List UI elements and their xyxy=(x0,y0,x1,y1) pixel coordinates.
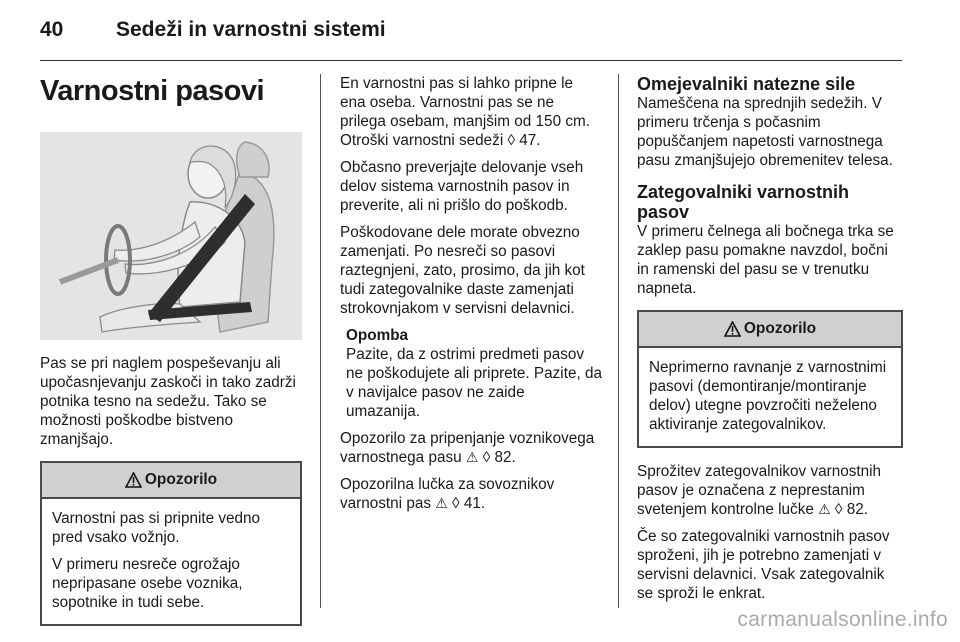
warning-box xyxy=(40,461,302,626)
warning-triangle-icon xyxy=(125,472,142,488)
warning-header xyxy=(639,312,901,348)
paragraph: Če so zategovalniki varnostnih pasov sproženi, jih je potrebno zamenjati v servisni delavnici. Vsak zategovalnik se sproži le enkrat. xyxy=(637,528,890,602)
page-number: 40 xyxy=(40,18,64,41)
warning-triangle-icon xyxy=(724,321,741,337)
chapter-title: Sedeži in varnostni sistemi xyxy=(116,18,386,41)
passenger-belt-reminder-text: Opozorilna lučka za sovoznikov varnostni pas xyxy=(340,476,555,512)
section-title: Varnostni pasovi xyxy=(40,75,265,107)
airbag-warning-icon: ⚠ xyxy=(818,501,831,517)
warning-box xyxy=(637,310,903,448)
note-block xyxy=(340,326,602,421)
watermark: carmanualsonline.info xyxy=(737,608,948,631)
subsection-title: Zategovalniki varnostnih pasov xyxy=(637,182,850,222)
header-divider xyxy=(40,60,902,61)
paragraph: Nameščena na sprednjih sedežih. V primeru trčenja s počasnim popuščanjem napetosti varnostnega pasu zmanjšujejo obremenitev telesa. xyxy=(637,95,893,169)
seatbelt-warning-icon: ⚠ xyxy=(465,449,479,465)
note-text: Pazite, da z ostrimi predmeti pasov ne poškodujete ali priprete. Pazite, da v navijalce pasov ne zaide umazanija. xyxy=(346,346,602,420)
passenger-seatbelt-icon: ⚠ xyxy=(435,495,448,511)
paragraph xyxy=(340,429,602,467)
subsection-title: Omejevalniki natezne sile xyxy=(637,74,856,94)
seatbelt-illustration xyxy=(40,132,302,340)
column-divider-2 xyxy=(618,74,619,608)
paragraph xyxy=(637,462,903,519)
paragraph: Poškodovane dele morate obvezno zamenjati. Po nesreči so pasovi raztegnjeni, zato, prosimo, da jih kot tudi zategovalnike daste zamenjati strokovnjakom v servisni delavnici. xyxy=(340,224,585,317)
page-header xyxy=(40,18,920,46)
page-reference: ◊ 41. xyxy=(452,495,486,512)
column-divider-1 xyxy=(320,74,321,608)
warning-paragraph: Varnostni pas si pripnite vedno pred vsako vožnjo. xyxy=(52,510,261,546)
warning-header xyxy=(42,463,300,499)
pretensioner-text: Sprožitev zategovalnikov varnostnih pasov je označena z neprestanim svetenjem kontrolne lučke xyxy=(637,463,882,518)
page-reference: ◊ 82. xyxy=(834,501,868,518)
warning-label: Opozorilo xyxy=(144,471,218,488)
column-2 xyxy=(340,74,602,521)
warning-body xyxy=(639,348,901,446)
warning-paragraph: V primeru nesreče ogrožajo nepripasane osebe voznika, sopotnike in tudi sebe. xyxy=(52,556,243,611)
page-reference: ◊ 82. xyxy=(482,449,516,466)
warning-body xyxy=(42,499,300,624)
driver-belt-reminder-text: Opozorilo za pripenjanje voznikovega varnostnega pasu xyxy=(340,430,595,466)
paragraph: Občasno preverjajte delovanje vseh delov sistema varnostnih pasov in preverite, ali ni prišlo do poškodb. xyxy=(340,159,584,214)
warning-paragraph: Neprimerno ravnanje z varnostnimi pasovi (demontiranje/montiranje delov) utegne povzročiti neželeno aktiviranje zategovalnikov. xyxy=(649,359,887,433)
warning-label: Opozorilo xyxy=(743,320,817,337)
column-3 xyxy=(637,74,903,611)
note-title: Opomba xyxy=(346,327,409,344)
paragraph xyxy=(340,475,602,513)
paragraph: En varnostni pas si lahko pripne le ena oseba. Varnostni pas se ne prilega osebam, manjšim od 150 cm. Otroški varnostni sedeži ◊ 47. xyxy=(340,75,590,149)
intro-paragraph: Pas se pri naglem pospeševanju ali upočasnjevanju zaskoči in tako zadrži potnika tesno na sedežu. Tako se možnosti poškodbe bistveno zmanjšajo. xyxy=(40,355,296,448)
column-1 xyxy=(40,74,302,636)
paragraph: V primeru čelnega ali bočnega trka se zaklep pasu pomakne navzdol, bočni in ramenski del pasu se v trenutku napneta. xyxy=(637,223,894,297)
